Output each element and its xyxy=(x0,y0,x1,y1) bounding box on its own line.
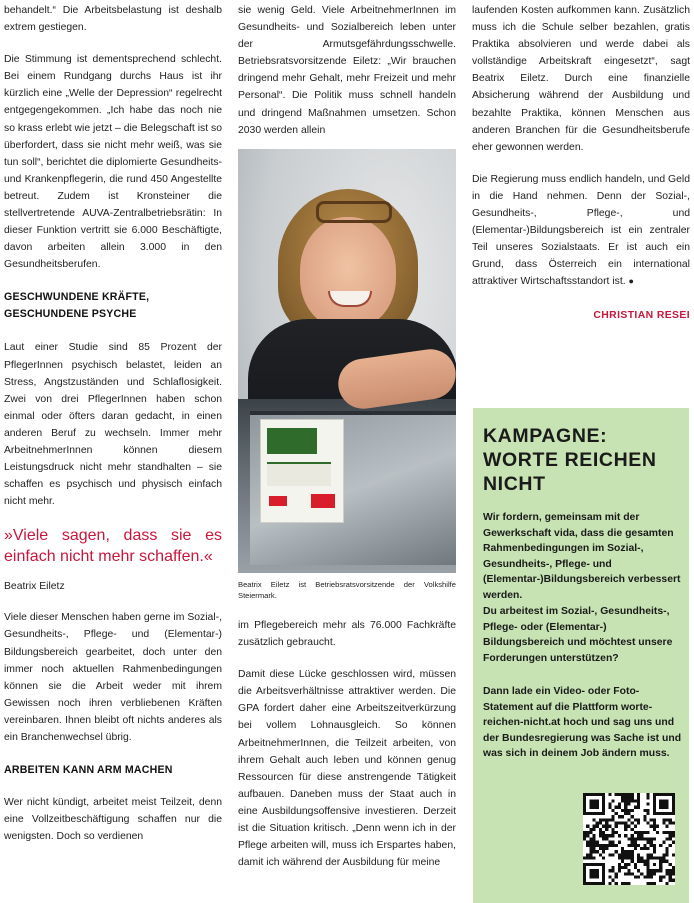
title-line: NICHT xyxy=(483,473,546,495)
paragraph: laufenden Kosten aufkommen kann. Zusätzlich muss ich die Schule selber bezahlen, gratis Praktika absolvieren und werde dabei als vollständige Arbeitskraft eingesetzt“, sagt Beatrix Eiletz. Durch eine finanzielle Absicherung während der Ausbildung und bezahlte Praktika, können Menschen aus anderen Branchen für die Gesundheitsberufe eher gewonnen werden. xyxy=(472,5,690,153)
heading-line: GESCHWUNDENE KRÄFTE, xyxy=(4,291,150,304)
platform-link[interactable]: worte-reichen-nicht.at xyxy=(483,701,653,728)
campaign-sign xyxy=(260,419,344,523)
campaign-paragraph xyxy=(483,684,683,762)
portrait-photo xyxy=(238,149,456,573)
article-column-2-lower xyxy=(238,617,456,871)
text: hoch und sag uns und der Bundesregierung was Sache ist und was sich in deinem Job ändern muss. xyxy=(483,717,682,759)
title-line: KAMPAGNE: xyxy=(483,425,608,447)
article-column-2 xyxy=(238,0,456,139)
paragraph: behandelt.“ Die Arbeitsbelastung ist deshalb extrem gestiegen. xyxy=(4,5,222,34)
section-heading: ARBEITEN KANN ARM MACHEN xyxy=(4,764,173,777)
paragraph: im Pflegebereich mehr als 76.000 Fachkräfte zusätzlich gebraucht. xyxy=(238,620,456,649)
paragraph: Die Stimmung ist dementsprechend schlecht. Bei einem Rundgang durchs Haus ist ihr kürzlich eine „Welle der Depression“ regelrecht entgegengekommen. „Ich habe das noch nie so krass erlebt wie jetzt – die Belegschaft ist so überfordert, dass sie nicht mehr weiß, was sie tun soll“, berichtet die diplomierte Gesundheits- und Krankenpflegerin, die rund 450 Angestellte betreut. Zudem ist Kronsteiner die stellvertretende AUVA-Zentralbetriebsrätin: In dieser Funktion vertritt sie 6.000 Beschäftigte, davon arbeiten allein 3.000 in den Gesundheitsberufen. xyxy=(4,54,222,271)
section-heading xyxy=(4,289,222,323)
article-column-1 xyxy=(4,0,222,845)
pull-quote: »Viele sagen, dass sie es einfach nicht mehr schaffen.« xyxy=(4,527,222,565)
photo-caption: Beatrix Eiletz ist Betriebsratsvorsitzende der Volkshilfe Steiermark. xyxy=(238,580,456,600)
paragraph: Viele dieser Menschen haben gerne im Sozial-, Gesundheits-, Pflege- und (Elementar-) Bildungsbereich gearbeitet, doch unter den immer noch aktuellen Rahmenbedingungen können sie die Arbeit weder mit ihrem Gewissen noch ihren verbliebenen Kräften vereinbaren. Ihnen bleibt oft nichts anderes als ein Branchenwechsel übrig. xyxy=(4,612,222,743)
campaign-paragraph: Wir fordern, gemeinsam mit der Gewerkschaft vida, dass die gesamten Rahmenbedingungen im Sozial-, Gesundheits-, Pflege- und (Elementar-)Bildungsbereich verbessert werden. xyxy=(483,512,681,601)
article-author: CHRISTIAN RESEI xyxy=(593,309,690,321)
end-mark: ● xyxy=(628,276,634,287)
text: Dann lade ein Video- oder Foto-Statement auf die Plattform xyxy=(483,686,640,713)
campaign-title xyxy=(483,424,683,496)
heading-line: GESCHUNDENE PSYCHE xyxy=(4,308,137,321)
paragraph xyxy=(472,171,690,291)
article-column-3 xyxy=(472,0,690,324)
paragraph: sie wenig Geld. Viele ArbeitnehmerInnen im Gesundheits- und Sozialbereich leben unter der Armutsgefährdungsschwelle. Betriebsratsvorsitzende Eiletz: „Wir brauchen dringend mehr Gehalt, mehr Freizeit und mehr Personal“. Die Politik muss schnell handeln und dringend Maßnahmen umsetzen. Schon 2030 werden allein xyxy=(238,5,456,136)
paragraph: Damit diese Lücke geschlossen wird, müssen die Arbeitsverhältnisse attraktiver werden. Die GPA fordert daher eine Arbeitszeitverkürzung bei vollem Lohnausgleich. So können ArbeitnehmerInnen, die Teilzeit arbeiten, von ihrem Gehalt auch leben und können genug Ressourcen für diese anstrengende Tätigkeit aufbauen. Daneben muss der Staat auch in eine Ausbildungsoffensive investieren. Derzeit ist die Situation kritisch. „Denn wenn ich in der Pflege arbeiten will, muss ich Erspartes haben, damit ich während der Ausbildung für meine xyxy=(238,669,456,869)
paragraph: Laut einer Studie sind 85 Prozent der PflegerInnen psychisch belastet, leiden an Stress, Angstzuständen und Schlaflosigkeit. Zwei von drei PflegerInnen haben schon einmal oder öfters daran gedacht, in einen anderen Beruf zu wechseln. Immer mehr ArbeitnehmerInnen können diesem Leistungsdruck nicht mehr standhalten – sie schaffen es psychisch und physisch einfach nicht mehr. xyxy=(4,342,222,508)
campaign-paragraph: Du arbeitest im Sozial-, Gesundheits-, Pflege- oder (Elementar-) Bildungsbereich und möchtest unsere Forderungen unterstützen? xyxy=(483,606,673,664)
paragraph: Wer nicht kündigt, arbeitet meist Teilzeit, denn eine Vollzeitbeschäftigung schaffen nur die wenigsten. Doch so verdienen xyxy=(4,797,222,843)
paragraph-text: Die Regierung muss endlich handeln, und Geld in die Hand nehmen. Denn der Sozial-, Gesundheits-, Pflege-, und (Elementar-)Bildungsbereich ist ein zentraler Teil unseres Sozialstaats. Er ist auch ein Grund, dass Österreich ein international attraktiver Wirtschaftsstandort ist. xyxy=(472,173,690,288)
quote-attribution: Beatrix Eiletz xyxy=(4,581,65,593)
qr-code-icon[interactable] xyxy=(583,793,675,885)
title-line: WORTE REICHEN xyxy=(483,449,657,471)
